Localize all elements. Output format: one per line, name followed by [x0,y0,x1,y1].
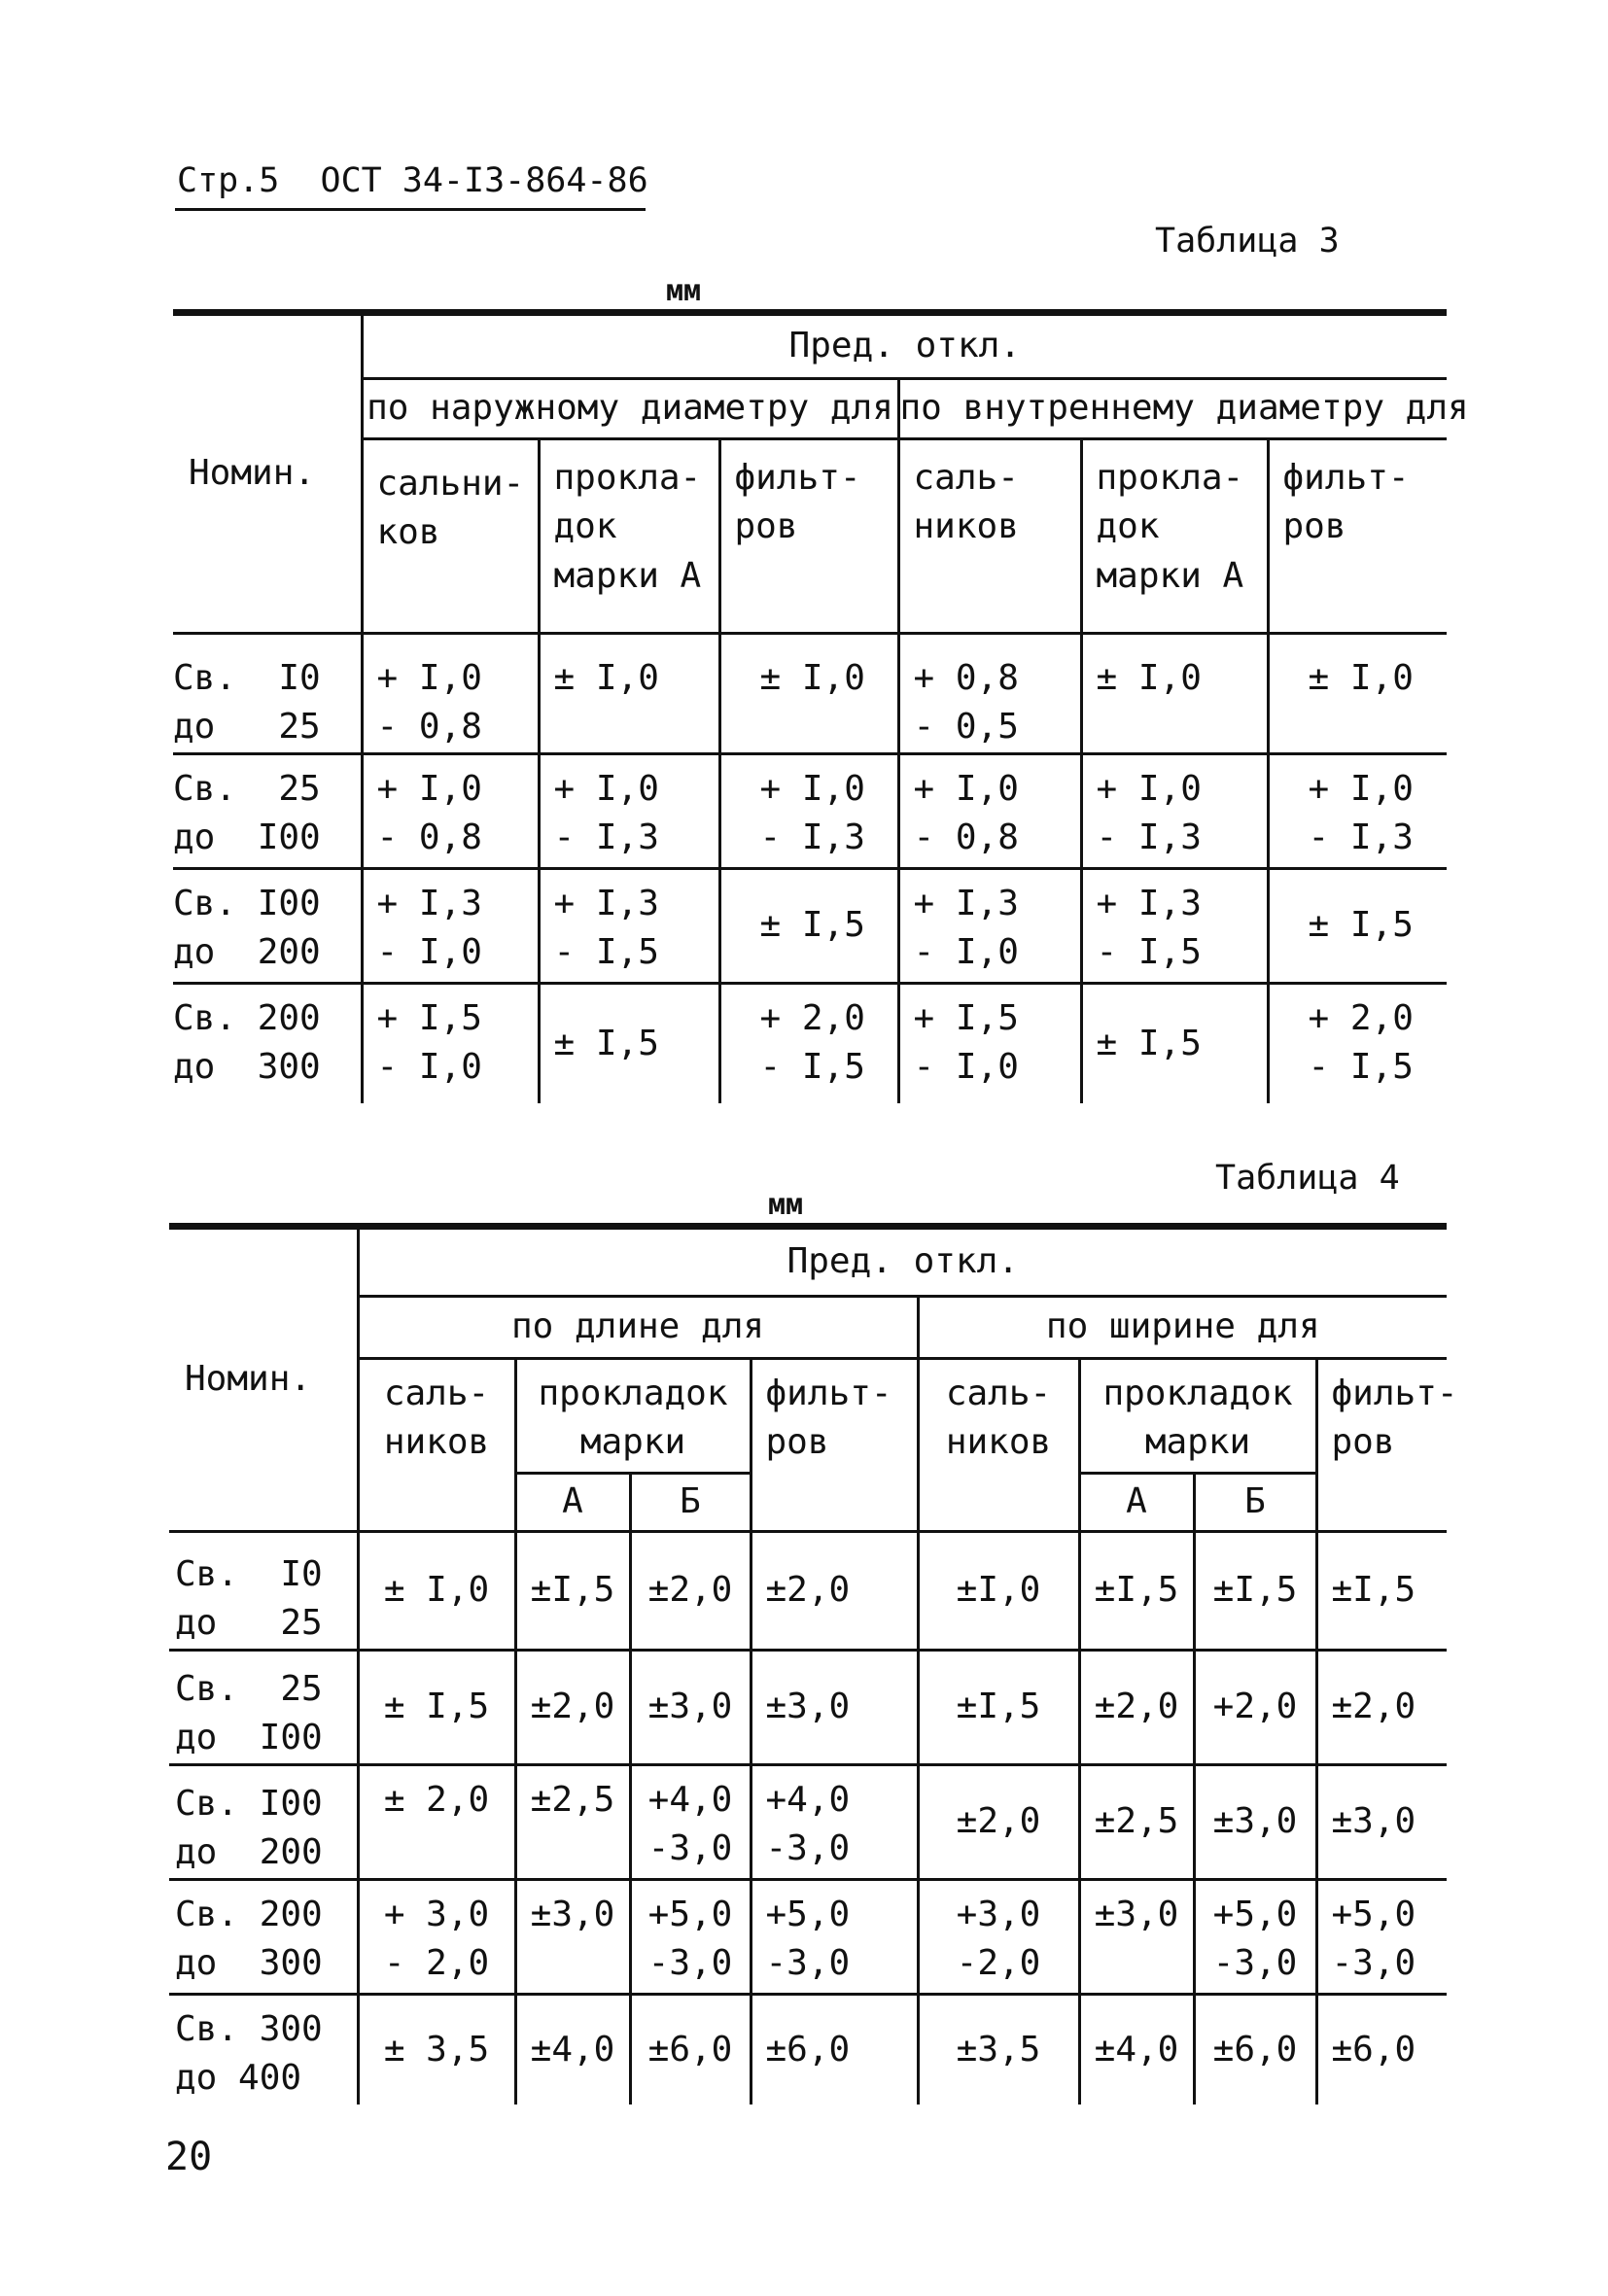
table3-cell: ± I,5 [539,983,719,1103]
table4-col-salnikov: саль- ников [358,1359,515,1532]
table4-pred-header: Пред. откл. [358,1227,1447,1297]
table4-cell: ±3,0 [751,1650,918,1764]
table3-cell: ± I,0 [539,634,719,754]
table4-cell: ±I,0 [918,1532,1079,1651]
table4-cell: +4,0 -3,0 [751,1764,918,1879]
table4-cell: +5,0 -3,0 [630,1879,751,1994]
table4-group-width: по ширине для [918,1297,1447,1359]
table4-cell: ± I,5 [358,1650,515,1764]
table3-cell: + I,0 - I,3 [539,753,719,868]
table4-cell: +4,0 -3,0 [630,1764,751,1879]
table4-nomin-header: Номин. [169,1227,358,1532]
table4-title: Таблица 4 [1215,1159,1400,1198]
table3 [173,309,1469,1103]
table3-cell: + I,0 - 0,8 [362,634,539,754]
table4-cell: ±6,0 [1316,1994,1447,2105]
table4-cell: ±4,0 [1079,1994,1194,2105]
table-row [173,634,1447,754]
table4-cell: ± I,0 [358,1532,515,1651]
table4-sub-a: А [515,1474,630,1532]
table3-cell: + 2,0 - I,5 [1268,983,1447,1103]
table3-cell: ± I,0 [1268,634,1447,754]
table4-cell: ±2,5 [1079,1764,1194,1879]
table4-cell: ±2,0 [751,1532,918,1651]
header-underline [175,208,646,211]
table4-col-filtrov: фильт- ров [1316,1359,1447,1532]
table3-unit: мм [666,274,702,308]
table4-cell: ±I,5 [1079,1532,1194,1651]
table3-col-header: сальни- ков [362,439,539,634]
table4-cell: +5,0 -3,0 [1194,1879,1316,1994]
table4-cell: +5,0 -3,0 [1316,1879,1447,1994]
table3-cell: ± I,0 [1081,634,1268,754]
table4-cell: ±6,0 [1194,1994,1316,2105]
table3-row-nomin: Св. 200 до 300 [173,983,362,1103]
table4-cell: ±3,0 [1194,1764,1316,1879]
table3-cell: + I,3 - I,0 [362,868,539,983]
table4-cell: ±2,0 [515,1650,630,1764]
page-header: Стр.5 ОСТ 34-I3-864-86 [177,161,648,200]
table3-cell: + I,3 - I,5 [539,868,719,983]
table3-pred-header: Пред. откл. [362,313,1447,379]
table4-cell: ± 3,5 [358,1994,515,2105]
table4-cell: ±6,0 [751,1994,918,2105]
table3-cell: + I,3 - I,0 [898,868,1081,983]
table4-col-filtrov: фильт- ров [751,1359,918,1532]
table3-title: Таблица 3 [1155,222,1340,261]
table3-col-header: фильт- ров [1268,439,1447,634]
table4-cell: ±I,5 [1194,1532,1316,1651]
table4-cell: +5,0 -3,0 [751,1879,918,1994]
table-row [169,1650,1447,1764]
table4-group-length: по длине для [358,1297,918,1359]
table3-cell: + 0,8 - 0,5 [898,634,1081,754]
table4-cell: ±4,0 [515,1994,630,2105]
table3-col-header: саль- ников [898,439,1081,634]
table4-cell: ±2,0 [918,1764,1079,1879]
table4-row-nomin: Св. 300 до 400 [169,1994,358,2105]
table4-row-nomin: Св. 25 до I00 [169,1650,358,1764]
table4-row-nomin: Св. I00 до 200 [169,1764,358,1879]
table4-cell: ±3,5 [918,1994,1079,2105]
table4-col-salnikov: саль- ников [918,1359,1079,1532]
table4-cell: ±3,0 [1079,1879,1194,1994]
table4-cell: +2,0 [1194,1650,1316,1764]
table4 [169,1223,1458,2105]
table4-cell: ±I,5 [1316,1532,1447,1651]
table3-cell: ± I,0 [719,634,898,754]
table4-sub-b: Б [630,1474,751,1532]
table4-cell: ±I,5 [515,1532,630,1651]
table3-cell: ± I,5 [1081,983,1268,1103]
table-row [173,983,1447,1103]
page-number: 20 [165,2135,213,2179]
table3-col-header: фильт- ров [719,439,898,634]
table4-cell: ±2,0 [630,1532,751,1651]
table-row [173,868,1447,983]
table4-cell: ±2,5 [515,1764,630,1879]
table3-cell: + I,0 - I,3 [1268,753,1447,868]
table3-cell: + I,0 - I,3 [1081,753,1268,868]
table3-cell: ± I,5 [719,868,898,983]
table4-col-prokladok: прокладок марки [515,1359,751,1474]
table3-group-outer: по наружному диаметру для [362,379,898,439]
table4-row-nomin: Св. 200 до 300 [169,1879,358,1994]
table3-cell: ± I,5 [1268,868,1447,983]
table4-cell: ±6,0 [630,1994,751,2105]
table4-sub-b: Б [1194,1474,1316,1532]
table3-cell: + I,0 - I,3 [719,753,898,868]
table4-cell: ±2,0 [1316,1650,1447,1764]
table4-cell: ±2,0 [1079,1650,1194,1764]
table-row [169,1532,1447,1651]
table-row [169,1764,1447,1879]
table4-cell: ±I,5 [918,1650,1079,1764]
table3-cell: + I,5 - I,0 [362,983,539,1103]
table-row [169,1994,1447,2105]
table3-cell: + 2,0 - I,5 [719,983,898,1103]
table3-cell: + I,5 - I,0 [898,983,1081,1103]
table3-row-nomin: Св. 25 до I00 [173,753,362,868]
table4-row-nomin: Св. I0 до 25 [169,1532,358,1651]
table3-row-nomin: Св. I0 до 25 [173,634,362,754]
table4-cell: +3,0 -2,0 [918,1879,1079,1994]
table4-cell: ± 2,0 [358,1764,515,1879]
table-row [173,753,1447,868]
table3-group-inner: по внутреннему диаметру для [898,379,1447,439]
table4-cell: + 3,0 - 2,0 [358,1879,515,1994]
table3-col-header: прокла- док марки А [539,439,719,634]
table4-cell: ±3,0 [630,1650,751,1764]
table4-cell: ±3,0 [515,1879,630,1994]
table3-cell: + I,0 - 0,8 [898,753,1081,868]
table3-col-header: прокла- док марки А [1081,439,1268,634]
table3-cell: + I,3 - I,5 [1081,868,1268,983]
table3-cell: + I,0 - 0,8 [362,753,539,868]
table4-sub-a: А [1079,1474,1194,1532]
table3-nomin-header: Номин. [173,313,362,634]
table-row [169,1879,1447,1994]
table4-cell: ±3,0 [1316,1764,1447,1879]
table4-unit: мм [768,1188,804,1222]
table4-col-prokladok: прокладок марки [1079,1359,1316,1474]
table3-row-nomin: Св. I00 до 200 [173,868,362,983]
